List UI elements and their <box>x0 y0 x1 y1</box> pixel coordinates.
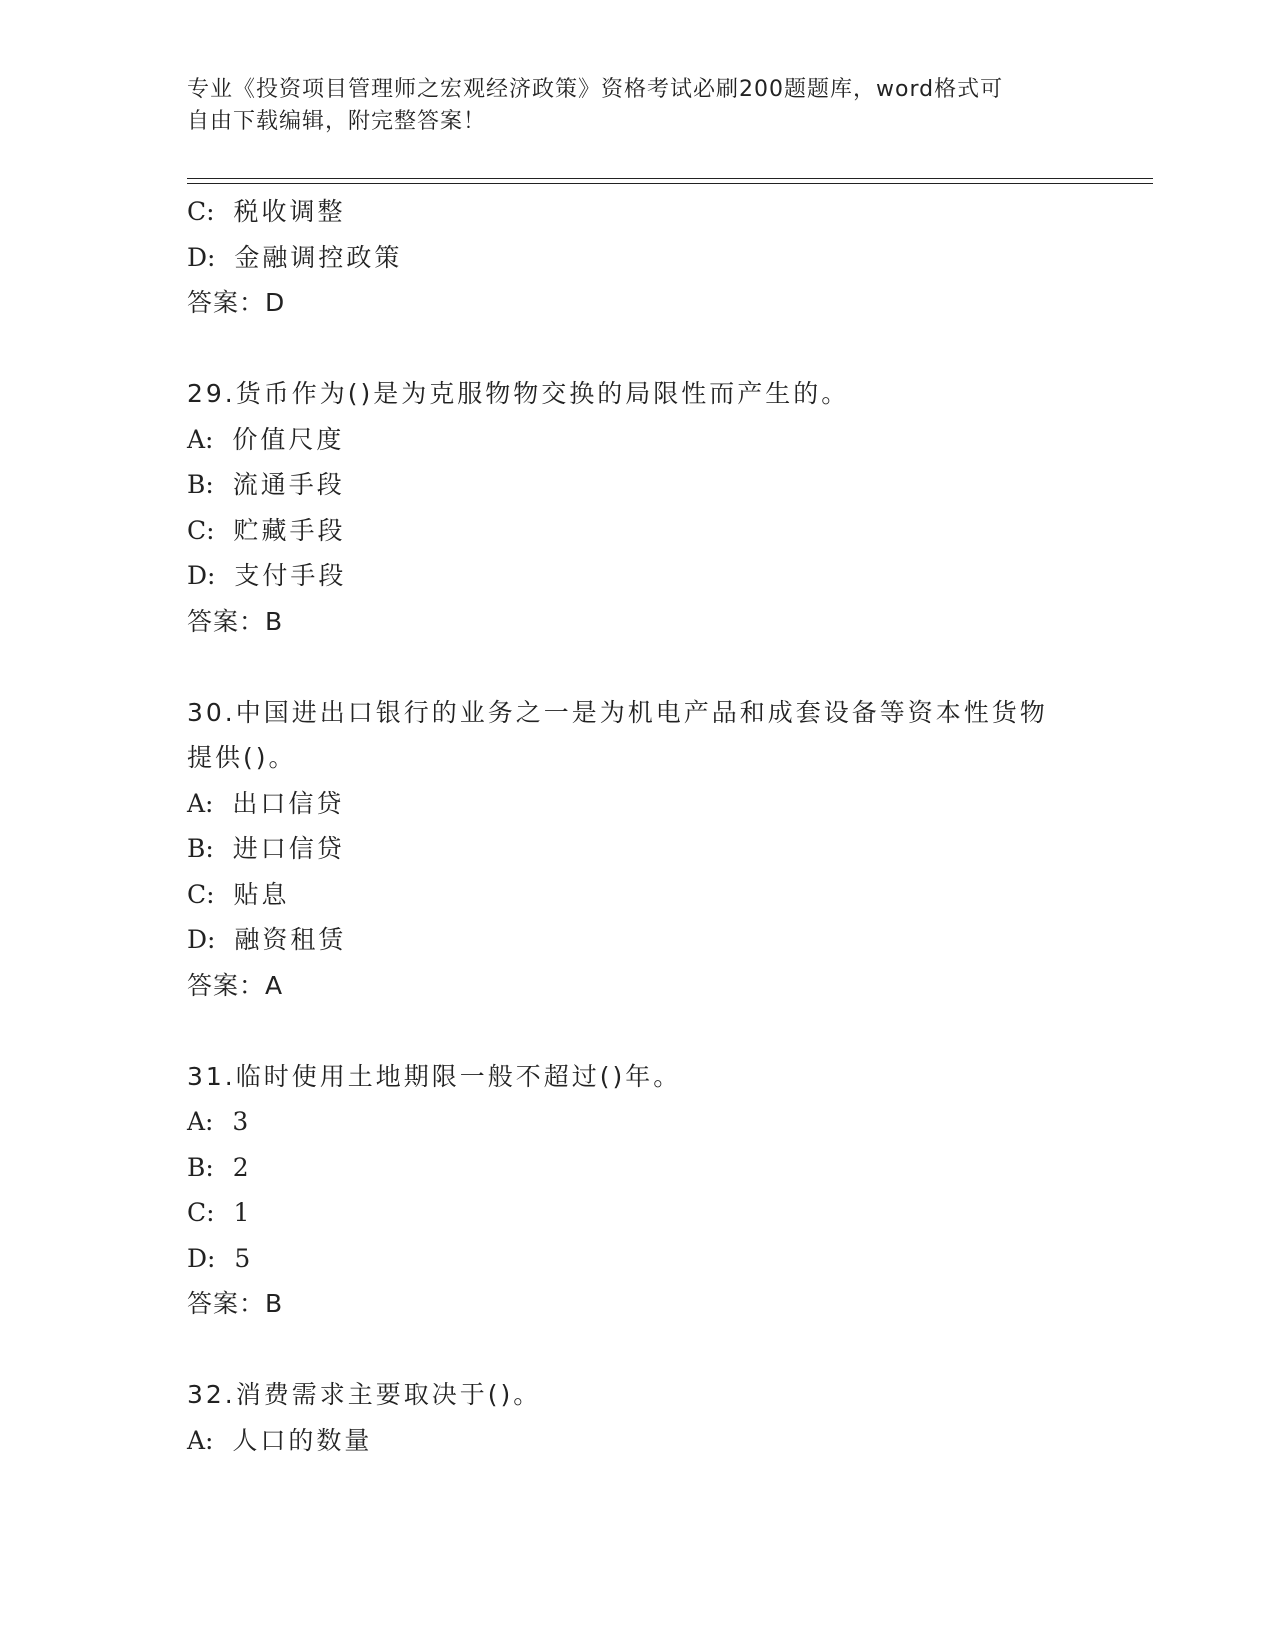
spacer <box>187 326 1087 372</box>
answer-line: 答案：D <box>187 288 286 317</box>
question-text: 31.临时使用土地期限一般不超过()年。 <box>187 1061 682 1091</box>
option-letter: C: <box>187 515 223 545</box>
option-row <box>187 872 1087 918</box>
header-divider-bottom <box>187 183 1153 184</box>
option-letter: A: <box>187 788 222 818</box>
answer-line: 答案：B <box>187 606 284 636</box>
option-text: 3 <box>232 1107 249 1136</box>
option-text: 5 <box>234 1243 251 1273</box>
option-text: 税收调整 <box>233 197 346 226</box>
option-text: 1 <box>233 1198 250 1227</box>
option-text: 出口信贷 <box>232 788 345 818</box>
answer-line: 答案：A <box>187 970 284 1000</box>
option-letter: D: <box>187 925 224 954</box>
option-row <box>187 553 1087 599</box>
option-letter: D: <box>187 561 224 590</box>
option-letter: C: <box>187 879 223 909</box>
option-row <box>187 1236 1087 1282</box>
option-text: 贮藏手段 <box>233 515 346 545</box>
option-row <box>187 1190 1087 1236</box>
option-row <box>187 417 1087 463</box>
option-text: 支付手段 <box>234 561 347 590</box>
option-row <box>187 1145 1087 1191</box>
question-28-tail <box>187 189 1087 326</box>
option-text: 融资租赁 <box>234 925 347 954</box>
option-row <box>187 917 1087 963</box>
option-row <box>187 1418 1087 1464</box>
option-letter: B: <box>187 470 222 499</box>
option-row <box>187 189 1087 235</box>
option-letter: C: <box>187 197 223 226</box>
option-text: 进口信贷 <box>232 834 345 863</box>
question-text: 32.消费需求主要取决于()。 <box>187 1380 542 1409</box>
option-row <box>187 781 1087 827</box>
answer-line: 答案：B <box>187 1289 284 1318</box>
option-text: 金融调控政策 <box>234 242 403 272</box>
option-letter: D: <box>187 242 224 272</box>
option-row <box>187 826 1087 872</box>
spacer <box>187 644 1087 690</box>
option-letter: A: <box>187 424 222 454</box>
option-text: 价值尺度 <box>232 424 345 454</box>
question-32 <box>187 1372 1087 1463</box>
option-row <box>187 462 1087 508</box>
option-row <box>187 508 1087 554</box>
header-line-2: 自由下载编辑，附完整答案！ <box>187 109 487 134</box>
option-text: 2 <box>232 1152 249 1182</box>
option-text: 贴息 <box>233 879 290 909</box>
document-header <box>187 74 1067 138</box>
option-letter: B: <box>187 1152 222 1182</box>
question-30 <box>187 690 1087 1009</box>
option-letter: A: <box>187 1425 222 1455</box>
option-letter: C: <box>187 1198 223 1227</box>
header-line-1: 专业《投资项目管理师之宏观经济政策》资格考试必刷200题题库，word格式可 <box>187 77 1004 102</box>
spacer <box>187 1008 1087 1054</box>
spacer <box>187 1327 1087 1373</box>
document-body <box>187 189 1087 1463</box>
question-31 <box>187 1054 1087 1327</box>
option-text: 人口的数量 <box>232 1425 373 1455</box>
option-letter: B: <box>187 834 222 863</box>
option-row <box>187 1099 1087 1145</box>
option-row <box>187 235 1087 281</box>
option-text: 流通手段 <box>232 470 345 499</box>
question-29 <box>187 371 1087 644</box>
header-divider-top <box>187 178 1153 179</box>
option-letter: D: <box>187 1243 224 1273</box>
question-text-line-1: 30.中国进出口银行的业务之一是为机电产品和成套设备等资本性货物 <box>187 697 1048 727</box>
question-text-line-2: 提供()。 <box>187 743 297 772</box>
question-text: 29.货币作为()是为克服物物交换的局限性而产生的。 <box>187 379 850 408</box>
option-letter: A: <box>187 1107 222 1136</box>
